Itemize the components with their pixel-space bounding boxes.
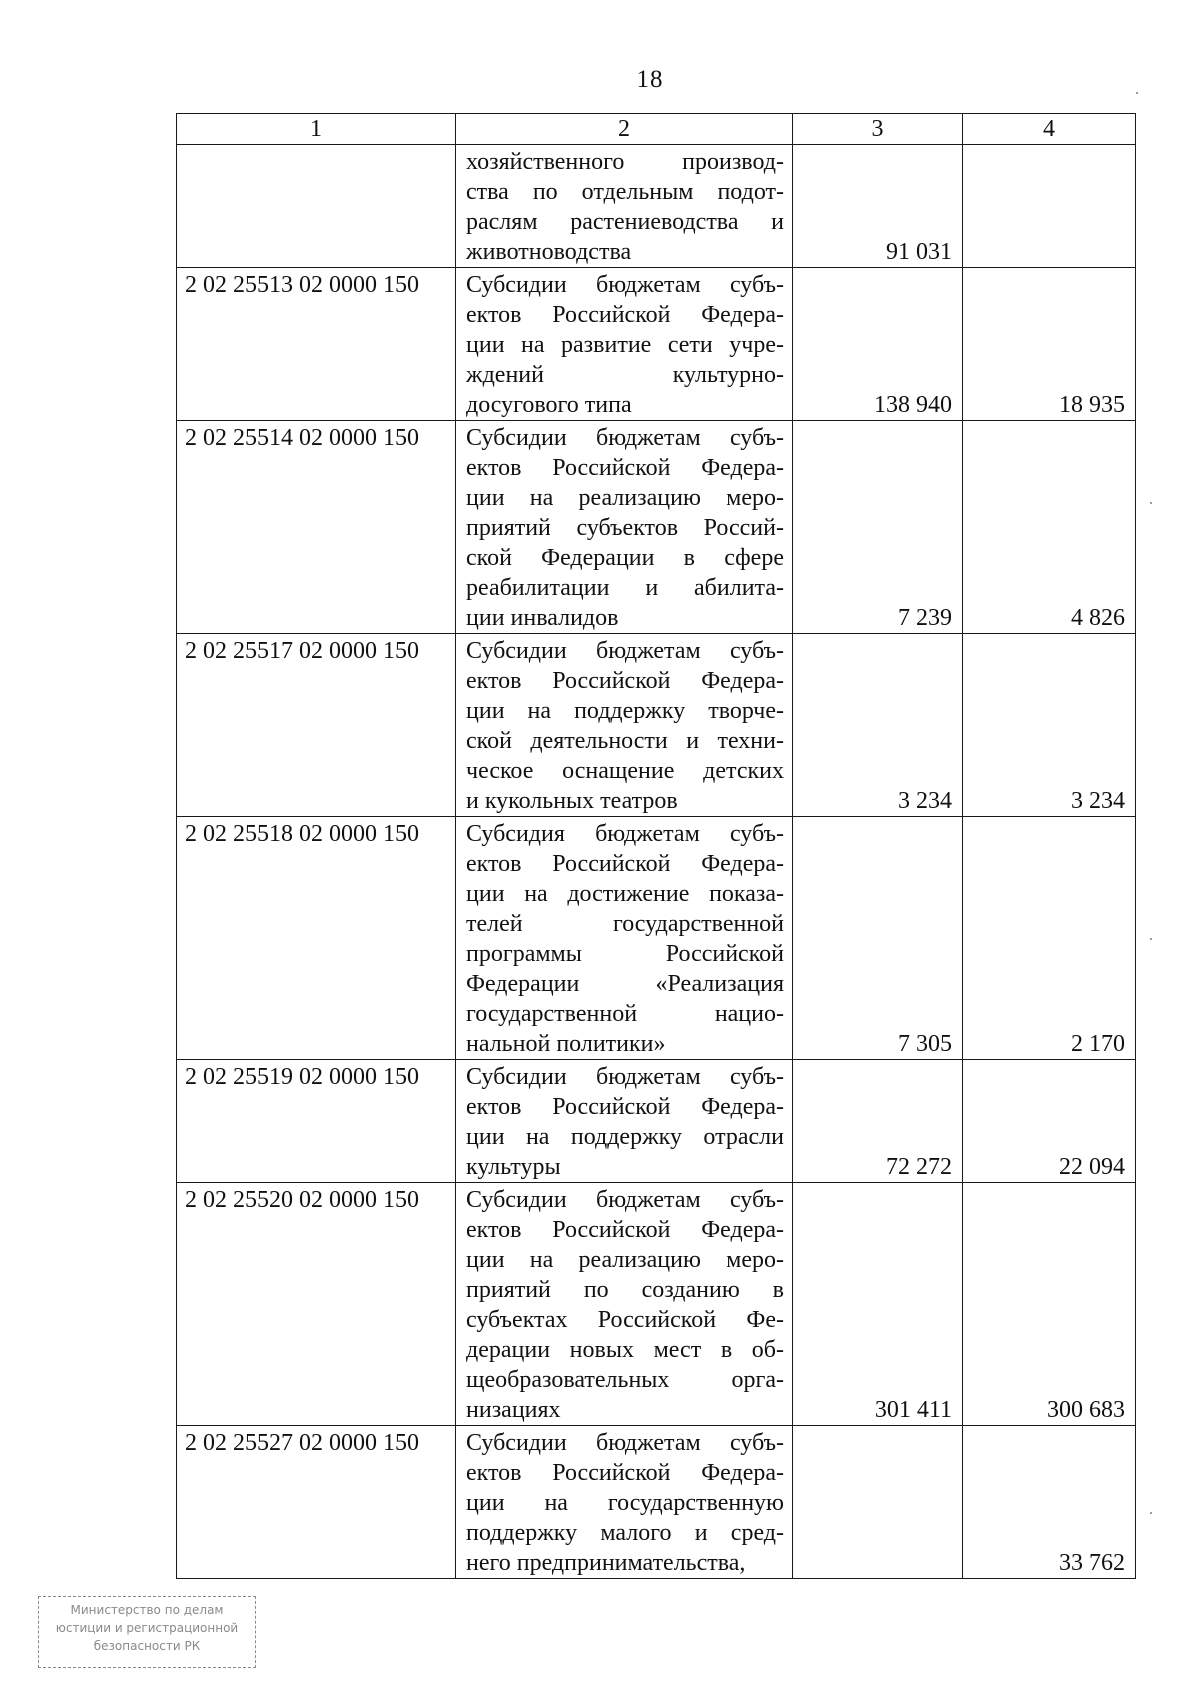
description-line: ции на поддержку отрасли — [466, 1124, 784, 1150]
description-cell — [456, 268, 793, 421]
amount-column-4-cell: 18 935 — [963, 268, 1136, 421]
description-line: ции на развитие сети учре- — [466, 332, 784, 358]
table-row — [177, 145, 1136, 268]
table-row — [177, 817, 1136, 1060]
description-line: Субсидии бюджетам субъ- — [466, 425, 784, 451]
description-line: ектов Российской Федера- — [466, 1094, 784, 1120]
table-row — [177, 421, 1136, 634]
description-line: Субсидии бюджетам субъ- — [466, 1430, 784, 1456]
description-line: низациях — [466, 1397, 561, 1423]
amount-column-3-cell: 7 239 — [793, 421, 963, 634]
description-line: ектов Российской Федера- — [466, 1217, 784, 1243]
budget-code-cell: 2 02 25520 02 0000 150 — [177, 1183, 456, 1426]
description-cell — [456, 1060, 793, 1183]
description-line: программы Российской — [466, 941, 784, 967]
description-line: ческое оснащение детских — [466, 758, 784, 784]
amount-column-3-cell: 91 031 — [793, 145, 963, 268]
description-line: ской Федерации в сфере — [466, 545, 784, 571]
amount-column-3-cell: 138 940 — [793, 268, 963, 421]
description-line: Субсидии бюджетам субъ- — [466, 272, 784, 298]
budget-code-cell: 2 02 25513 02 0000 150 — [177, 268, 456, 421]
stamp-line: безопасности РК — [93, 1639, 201, 1653]
stamp-line: юстиции и регистрационной — [55, 1621, 239, 1635]
scan-speck — [1150, 1512, 1152, 1514]
table-body — [177, 145, 1136, 1579]
description-line: ектов Российской Федера- — [466, 668, 784, 694]
table-row — [177, 634, 1136, 817]
description-line: ции на поддержку творче- — [466, 698, 784, 724]
budget-table — [176, 113, 1136, 1579]
registration-stamp — [38, 1596, 256, 1668]
amount-column-4-cell: 300 683 — [963, 1183, 1136, 1426]
amount-column-3-cell: 7 305 — [793, 817, 963, 1060]
description-line: субъектах Российской Фе- — [466, 1307, 784, 1333]
amount-column-4-cell: 3 234 — [963, 634, 1136, 817]
description-line: хозяйственного производ- — [466, 149, 784, 175]
column-header: 1 — [177, 114, 456, 145]
description-line: приятий по созданию в — [466, 1277, 784, 1303]
description-line: культуры — [466, 1154, 561, 1180]
budget-code-cell: 2 02 25517 02 0000 150 — [177, 634, 456, 817]
description-cell — [456, 145, 793, 268]
scan-speck — [1150, 502, 1152, 504]
amount-column-4-cell: 22 094 — [963, 1060, 1136, 1183]
description-line: ектов Российской Федера- — [466, 851, 784, 877]
description-line: ции инвалидов — [466, 605, 619, 631]
amount-column-4-cell: 4 826 — [963, 421, 1136, 634]
description-line: приятий субъектов Россий- — [466, 515, 784, 541]
column-header: 2 — [456, 114, 793, 145]
description-line: раслям растениеводства и — [466, 209, 784, 235]
stamp-line: Министерство по делам — [70, 1603, 224, 1617]
description-line: поддержку малого и сред- — [466, 1520, 784, 1546]
scan-speck — [1136, 92, 1138, 94]
table-row — [177, 1183, 1136, 1426]
budget-code-cell: 2 02 25519 02 0000 150 — [177, 1060, 456, 1183]
description-line: щеобразовательных орга- — [466, 1367, 784, 1393]
table-row — [177, 1426, 1136, 1579]
description-line: ства по отдельным подот- — [466, 179, 784, 205]
amount-column-4-cell — [963, 145, 1136, 268]
description-cell — [456, 1426, 793, 1579]
description-line: ции на реализацию меро- — [466, 485, 784, 511]
budget-code-cell: 2 02 25527 02 0000 150 — [177, 1426, 456, 1579]
description-line: государственной нацио- — [466, 1001, 784, 1027]
description-line: Федерации «Реализация — [466, 971, 784, 997]
budget-code-cell — [177, 145, 456, 268]
description-line: Субсидии бюджетам субъ- — [466, 638, 784, 664]
description-line: ции на реализацию меро- — [466, 1247, 784, 1273]
description-cell — [456, 634, 793, 817]
description-line: Субсидии бюджетам субъ- — [466, 1064, 784, 1090]
description-line: досугового типа — [466, 392, 632, 418]
budget-code-cell: 2 02 25514 02 0000 150 — [177, 421, 456, 634]
budget-code-cell: 2 02 25518 02 0000 150 — [177, 817, 456, 1060]
description-line: реабилитации и абилита- — [466, 575, 784, 601]
amount-column-3-cell: 72 272 — [793, 1060, 963, 1183]
description-line: животноводства — [466, 239, 632, 265]
description-line: ектов Российской Федера- — [466, 455, 784, 481]
description-line: ции на государственную — [466, 1490, 784, 1516]
description-line: ждений культурно- — [466, 362, 784, 388]
amount-column-3-cell: 301 411 — [793, 1183, 963, 1426]
amount-column-4-cell: 33 762 — [963, 1426, 1136, 1579]
description-line: Субсидии бюджетам субъ- — [466, 1187, 784, 1213]
description-line: телей государственной — [466, 911, 784, 937]
description-line: ектов Российской Федера- — [466, 1460, 784, 1486]
description-line: дерации новых мест в об- — [466, 1337, 784, 1363]
description-line: Субсидия бюджетам субъ- — [466, 821, 784, 847]
column-header: 3 — [793, 114, 963, 145]
table-header-row — [177, 114, 1136, 145]
amount-column-3-cell — [793, 1426, 963, 1579]
description-line: него предпринимательства, — [466, 1550, 746, 1576]
description-line: ектов Российской Федера- — [466, 302, 784, 328]
page-number: 18 — [636, 66, 664, 93]
table-row — [177, 1060, 1136, 1183]
column-header: 4 — [963, 114, 1136, 145]
description-line: и кукольных театров — [466, 788, 678, 814]
description-line: ции на достижение показа- — [466, 881, 784, 907]
amount-column-3-cell: 3 234 — [793, 634, 963, 817]
scan-speck — [1150, 938, 1152, 940]
description-line: нальной политики» — [466, 1031, 666, 1057]
table-row — [177, 268, 1136, 421]
description-cell — [456, 421, 793, 634]
description-cell — [456, 1183, 793, 1426]
description-cell — [456, 817, 793, 1060]
description-line: ской деятельности и техни- — [466, 728, 784, 754]
amount-column-4-cell: 2 170 — [963, 817, 1136, 1060]
